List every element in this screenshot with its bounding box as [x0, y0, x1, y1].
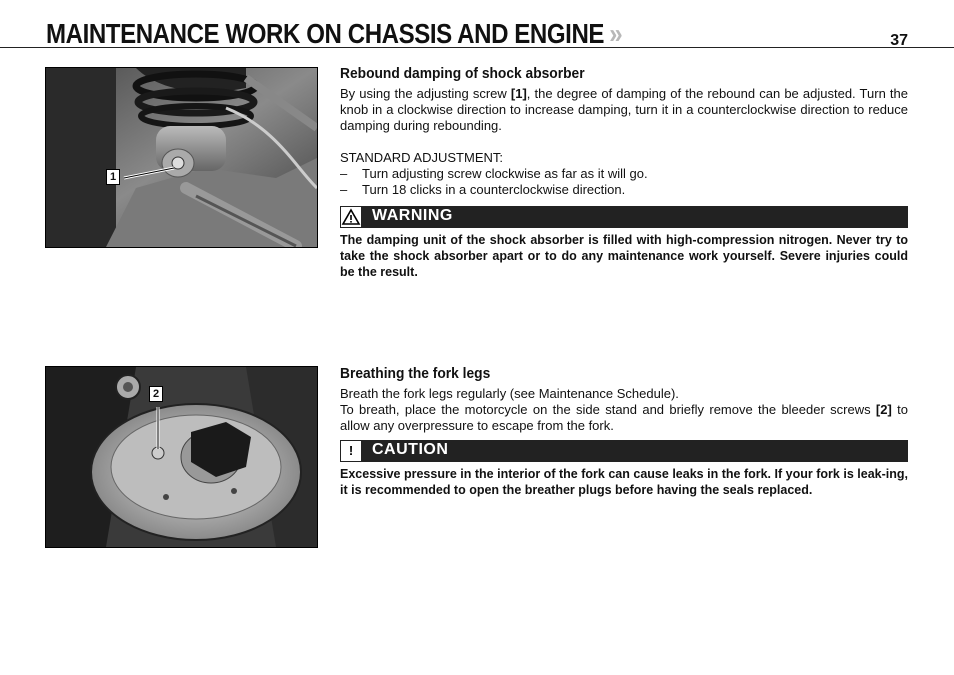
section-body	[340, 402, 908, 434]
caution-bar	[340, 440, 908, 462]
shock-absorber-photo	[45, 67, 318, 248]
callout-1: 1	[106, 169, 120, 185]
chevron-icon: »	[609, 18, 623, 49]
caution-text: Excessive pressure in the interior of the fork can cause leaks in the fork. If your fork is leak-ing, it is recommended to open the breather plugs before having the seals replaced.	[340, 467, 908, 497]
warning-bar	[340, 206, 908, 228]
section-body: Breath the fork legs regularly (see Maintenance Schedule).	[340, 386, 679, 401]
body-text: By using the adjusting screw	[340, 86, 511, 101]
warning-label: WARNING	[372, 207, 453, 224]
section-heading: Rebound damping of shock absorber	[340, 65, 585, 82]
list-item: – Turn 18 clicks in a counterclockwise direction.	[340, 182, 908, 198]
section-heading: Breathing the fork legs	[340, 365, 491, 382]
adjustment-steps	[340, 166, 908, 198]
page-title-text: MAINTENANCE WORK ON CHASSIS AND ENGINE	[46, 18, 605, 49]
standard-adjustment-label: STANDARD ADJUSTMENT:	[340, 150, 503, 165]
callout-2: 2	[149, 386, 163, 402]
section-body	[340, 86, 908, 134]
fork-breathing-section	[340, 366, 908, 498]
body-text: to allow any overpressure to escape from the fork.	[340, 402, 908, 433]
caution-label: CAUTION	[372, 441, 449, 458]
body-text: , the degree of damping of the rebound can be adjusted. Turn the knob in a clockwise direction to increase damping, turn it in a counterclockwise direction to reduce damping during rebounding.	[340, 86, 908, 133]
warning-text: The damping unit of the shock absorber is filled with high-compression nitrogen. Never try to take the shock absorber apart or to do any maintenance work yourself. Severe injuries could be the result.	[340, 233, 908, 279]
exclamation-icon: !	[340, 440, 362, 462]
body-text: To breath, place the motorcycle on the side stand and briefly remove the bleeder screws	[340, 402, 876, 417]
page-number: 37	[890, 32, 908, 49]
header-divider	[0, 47, 954, 48]
warning-triangle-icon	[340, 206, 362, 228]
list-item: – Turn adjusting screw clockwise as far as it will go.	[340, 166, 908, 182]
rebound-damping-section	[340, 66, 908, 280]
fork-leg-photo	[45, 366, 318, 548]
ref-2: [2]	[875, 402, 892, 417]
ref-1: [1]	[510, 86, 527, 101]
page-title	[46, 18, 622, 50]
